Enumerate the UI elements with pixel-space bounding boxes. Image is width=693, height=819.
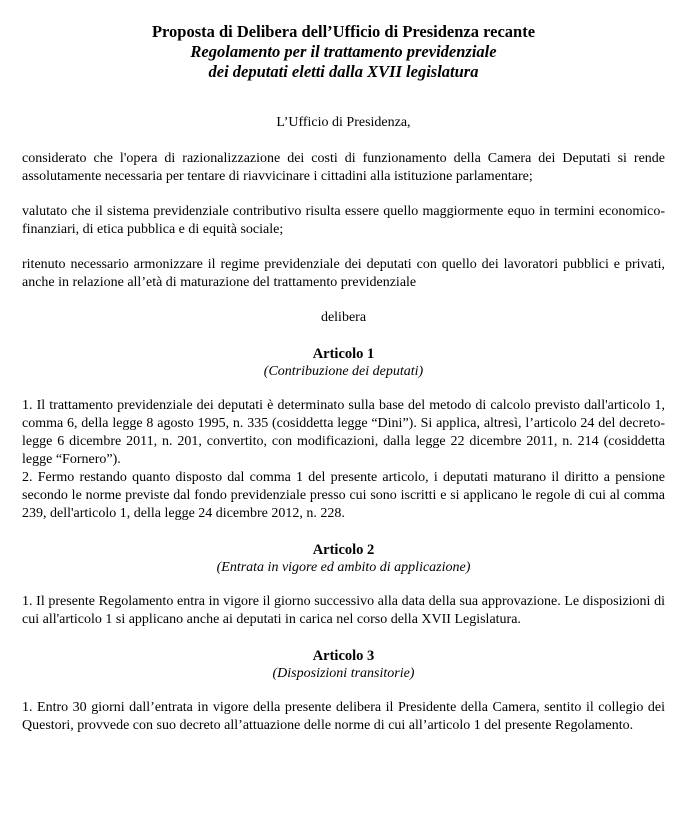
decision-word: delibera bbox=[320, 310, 367, 325]
article-1-title: Articolo 1 bbox=[312, 346, 375, 362]
article-2-title: Articolo 2 bbox=[312, 542, 375, 558]
article-3-subtitle: (Disposizioni transitorie) bbox=[272, 666, 415, 681]
article-3 bbox=[22, 647, 665, 735]
article-3-title: Articolo 3 bbox=[312, 648, 375, 664]
document-subtitle-line-2: dei deputati eletti dalla XVII legislatura bbox=[208, 62, 479, 81]
consideration-paragraph-3: ritenuto necessario armonizzare il regime previdenziale dei deputati con quello dei lavoratori pubblici e privati, anche in relazione all’età di maturazione del trattamento previdenziale bbox=[22, 257, 665, 290]
article-1-subtitle: (Contribuzione dei deputati) bbox=[263, 364, 424, 379]
article-2-subtitle: (Entrata in vigore ed ambito di applicazione) bbox=[216, 560, 471, 575]
document-header bbox=[22, 22, 665, 82]
document-subtitle-line-1: Regolamento per il trattamento previdenziale bbox=[190, 42, 497, 61]
consideration-paragraph-2: valutato che il sistema previdenziale contributivo risulta essere quello maggiormente equo in termini economico-finanziari, di etica pubblica e di equità sociale; bbox=[22, 204, 665, 237]
article-1 bbox=[22, 345, 665, 523]
article-2-paragraph-1: 1. Il presente Regolamento entra in vigore il giorno successivo alla data della sua approvazione. Le disposizioni di cui all'articolo 1 si applicano anche ai deputati in carica nel corso della XVII Legislatura. bbox=[22, 594, 665, 627]
consideration-paragraph-1: considerato che l'opera di razionalizzazione dei costi di funzionamento della Camera dei Deputati si rende assolutamente necessaria per tentare di riavvicinare i cittadini alla istituzione parlamentare; bbox=[22, 151, 665, 184]
article-1-paragraph-1: 1. Il trattamento previdenziale dei deputati è determinato sulla base del metodo di calcolo previsto dall'articolo 1, comma 6, della legge 8 agosto 1995, n. 335 (cosiddetta legge “Dini”). Si applica, altresì, l’articolo 24 del decreto-legge 6 dicembre 2011, n. 201, convertito, con modificazioni, dalla legge 22 dicembre 2011, n. 214 (cosiddetta legge “Fornero”). bbox=[22, 398, 665, 467]
intro-line: L’Ufficio di Presidenza, bbox=[276, 115, 411, 130]
article-3-paragraph-1: 1. Entro 30 giorni dall’entrata in vigore della presente delibera il Presidente della Camera, sentito il collegio dei Questori, provvede con suo decreto all’attuazione delle norme di cui all’articolo 1 del presente Regolamento. bbox=[22, 700, 665, 733]
article-1-paragraph-2: 2. Fermo restando quanto disposto dal comma 1 del presente articolo, i deputati maturano il diritto a pensione secondo le norme previste dal fondo previdenziale presso cui sono iscritti e si applicano le regole di cui al comma 239, dell'articolo 1, della legge 24 dicembre 2012, n. 228. bbox=[22, 470, 665, 521]
document-title: Proposta di Delibera dell’Ufficio di Presidenza recante bbox=[151, 22, 536, 41]
article-2 bbox=[22, 541, 665, 629]
